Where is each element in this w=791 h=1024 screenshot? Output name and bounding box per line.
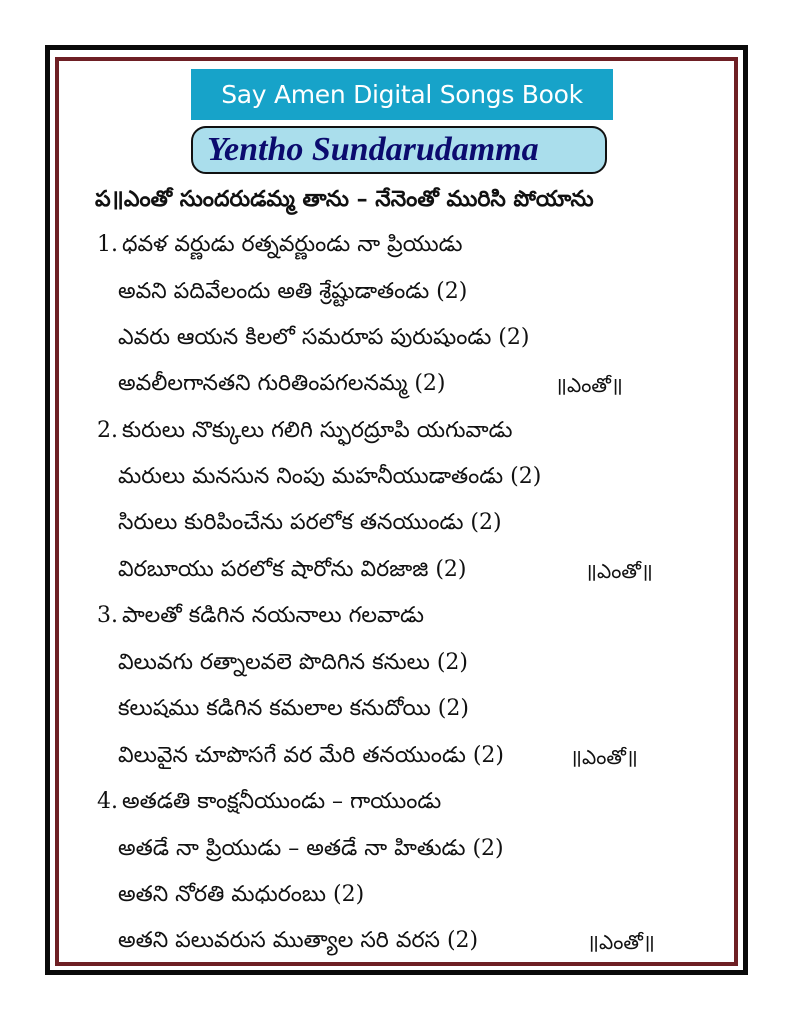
verse-2-line-1: కురులు నొక్కులు గలిగి స్ఫురద్రూపి యగువాడు [122, 418, 513, 443]
verse-3-line-2: విలువగు రత్నాలవలె పొదిగిన కనులు (2) [118, 650, 468, 675]
verse-1-line-1: ధవళ వర్ణుడు రత్నవర్ణుండు నా ప్రియుడు [122, 232, 463, 257]
verse-3-refrain-marker: ॥ఎంతో॥ [570, 745, 638, 769]
chorus-line: ప॥ఎంతో సుందరుడమ్మ తాను – నేనెంతో మురిసి పోయాను [95, 186, 594, 212]
verse-3-line-4: విలువైన చూపొసగే వర మేరి తనయుండు (2) [118, 743, 504, 768]
verse-2-line-3: సిరులు కురిపించేను పరలోక తనయుండు (2) [118, 510, 502, 535]
verse-1-line-4: అవలీలగానతని గురితింపగలనమ్మ (2) [118, 371, 446, 396]
verse-1-line-3: ఎవరు ఆయన కిలలో సమరూప పురుషుండు (2) [118, 325, 530, 350]
verse-3-line-1: పాలతో కడిగిన నయనాలు గలవాడు [122, 603, 424, 628]
verse-1-number: 1. [97, 232, 118, 257]
verse-4-number: 4. [97, 789, 118, 814]
verse-4-line-1: అతడతి కాంక్షనీయుండు – గాయుండు [122, 789, 442, 814]
song-title: Yentho Sundarudamma [191, 126, 607, 174]
verse-2-number: 2. [97, 418, 118, 443]
verse-4-line-2: అతడే నా ప్రియుడు – అతడే నా హితుడు (2) [118, 836, 504, 861]
verse-3-number: 3. [97, 603, 118, 628]
verse-4-line-3: అతని నోరతి మధురంబు (2) [118, 882, 365, 907]
verse-3-line-3: కలుషము కడిగిన కమలాల కనుదోయి (2) [118, 696, 469, 721]
verse-2-refrain-marker: ॥ఎంతో॥ [585, 559, 653, 583]
verse-2-line-2: మరులు మనసున నింపు మహనీయుడాతండు (2) [118, 464, 542, 489]
verse-1-line-2: అవని పదివేలందు అతి శ్రేష్టుడాతండు (2) [118, 279, 468, 304]
book-title-banner: Say Amen Digital Songs Book [191, 69, 613, 120]
verse-2-line-4: విరబూయు పరలోక షారోను విరజాజి (2) [118, 557, 467, 582]
verse-4-refrain-marker: ॥ఎంతో॥ [587, 930, 655, 954]
verse-1-refrain-marker: ॥ఎంతో॥ [555, 373, 623, 397]
verse-4-line-4: అతని పలువరుస ముత్యాల సరి వరస (2) [118, 928, 479, 953]
